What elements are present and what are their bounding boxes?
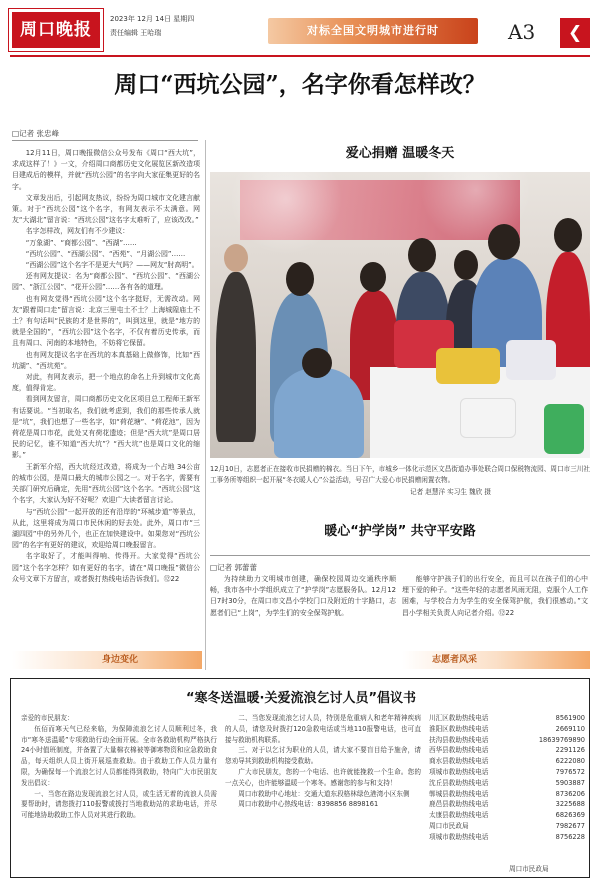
photo-figure-head	[554, 218, 582, 252]
section-tag-local-changes: 身边变化	[12, 651, 202, 669]
issue-date: 2023年 12月 14日 星期四	[110, 15, 195, 23]
proposal-paragraph: 一、当您在路边发现流浪乞讨人员，或生活无着的流浪人员需要帮助时，请您拨打110报警或拨打当地救助站的求助电话，并尽可能地协助救助工作人员对其进行救助。	[21, 789, 217, 820]
article-paragraph: 看到网友留言，周口商都历史文化区项目总工程师王新军有话要说。“当初取名，我们就考虑到，我们的那些传承人就是“坑”，我们也想了一些名字，如“荷花塘”、“荷花池”，因为荷花是周口市花，此处又有荷花遗迹；但是“西大坑”是周口居民的记忆，谁不知道“西大坑”？“西大坑”也是周口文化的缩影。”	[12, 395, 200, 460]
hotline-name: 周口市民政局	[429, 821, 469, 830]
hotline-row	[429, 789, 585, 800]
hotline-list	[429, 713, 585, 873]
hotline-name: 商水县救助热线电话	[429, 757, 489, 766]
hotline-row	[429, 799, 585, 810]
hotline-phone: 8736206	[555, 789, 585, 798]
photo-clothing-bag	[460, 398, 516, 438]
hotline-name: 淮阳区救助热线电话	[429, 724, 489, 733]
article-paragraph: “西坑公园”、“西湖公园”、“西苑”、“月湖公园”……	[25, 249, 186, 258]
article2-byline: □记者 郭蕾蕾	[210, 563, 257, 572]
hotline-phone: 8561900	[555, 714, 585, 722]
column-divider	[205, 140, 206, 670]
hotline-name: 项城市救助热线电话	[429, 832, 489, 841]
hotline-name: 项城市救助热线电话	[429, 767, 489, 776]
proposal-column-a	[21, 713, 217, 873]
hotline-row	[429, 713, 585, 724]
photo-figure-head	[488, 224, 520, 260]
hotline-name: 鹿邑县救助热线电话	[429, 800, 489, 809]
article2-title: 暖心“护学岗” 共守平安路	[324, 524, 476, 539]
photo-caption: 12月10日，志愿者正在接收市民捐赠的棉衣。当日下午，市城乡一体化示范区文昌街道办事处联合周口保税物流园、周口市三川社工事务所等组织一起开展“冬衣暖人心”公益活动，号召广大爱心市民捐赠闲置衣物。	[210, 465, 590, 484]
hotline-phone: 5903887	[555, 778, 585, 787]
article-paragraph: “万象湖”、“商都公园”、“西湖”……	[25, 238, 137, 247]
photo-figure	[274, 368, 364, 458]
hotline-row	[429, 756, 585, 767]
article-paragraph: 王新军介绍，西大坑经过改造，将成为一个占地 34公亩 的城市公园，是周口最大的城市公园之一。对于名字，需要有关部门研究后确定，先用“西坑公园”这个名字。“西坑公园”这个名字，大家认为好不好呢？欢迎广大读者留言讨论。	[12, 462, 200, 505]
header-divider	[10, 55, 590, 57]
newspaper-logo: 周口晚报	[12, 12, 100, 48]
photo-figure-head	[302, 348, 332, 378]
proposal-paragraph: 周口市救助中心地址：交通大道东段格林绿色港湾小区东侧	[238, 789, 410, 798]
proposal-title: “寒冬送温暖·关爱流浪乞讨人员”倡议书	[185, 691, 417, 706]
photo-figure-head	[286, 262, 314, 296]
article-paragraph: 12月11日，周口晚报微信公众号发布《周口“西大坑”，求成这样了！》一文，介绍周口商都历史文化展览区新改造项目建成后的模样，并就“西坑公园”的名字向大家征集更好的名字。	[12, 149, 200, 191]
photo-figure-head	[360, 262, 386, 292]
article-paragraph: 能够守护孩子们的出行安全，而且可以在孩子们的心中埋下爱的种子。“这些年轻的志愿者风雨无阻，克服个人工作困难，与学校合力为学生的安全保驾护航，我们很感动。”文昌小学相关负责人向记者介绍。⑫22	[402, 575, 588, 617]
section-tag-volunteer: 志愿者风采	[402, 651, 590, 669]
photo-figure-head	[224, 244, 248, 272]
slogan-banner	[268, 18, 478, 44]
proposal-box	[10, 678, 590, 878]
article-paragraph: 对此，有网友表示，把一个地点的命名上升到城市文化高度，值得肯定。	[12, 373, 200, 393]
hotline-name: 郸城县救助热线电话	[429, 789, 489, 798]
left-article-body	[12, 148, 200, 638]
hotline-phone: 6222080	[555, 757, 585, 766]
photo-ceiling-lights	[210, 172, 590, 262]
photo-clothing-bag	[506, 340, 556, 380]
photo-clothing-bag	[544, 404, 584, 454]
photo-story-title: 爱心捐赠 温暖冬天	[345, 146, 455, 161]
article-paragraph: 还有网友提议：名为“商都公园”、“西坑公园”、“西湖公园”、“浙江公园”、“花开公园”……各有各的道理。	[12, 272, 200, 292]
article-paragraph: 也有网友提议名字在西坑的本真基础上做修饰，比如“西坑湖”、“西坑苑”。	[12, 350, 200, 370]
hotline-phone: 7982677	[555, 821, 585, 830]
hotline-name: 沈丘县救助热线电话	[429, 778, 489, 787]
hotline-row	[429, 778, 585, 789]
proposal-column-b	[225, 713, 421, 873]
article-paragraph: 名字怎样改，网友们有不少建议：	[25, 227, 130, 236]
hotline-phone: 8756228	[555, 832, 585, 841]
photo-clothing-bag	[436, 348, 500, 384]
left-article-byline: □记者 张忠峰	[12, 129, 59, 138]
page-number: A3	[508, 20, 536, 44]
proposal-paragraph: 广大市民朋友，您的一个电话、也许就能挽救一个生命。您的一点关心，也许能够温暖一个寒冬。感谢您的参与和支持！	[225, 767, 421, 787]
article-paragraph: 与“西坑公园”一起开放的还有沿岸的“环城步道”等景点，从此，这里将成为周口市民休闲的好去处。此外，周口市“三湖四园”中的另外几个，也正在加快建设中。如果您对“西坑公园”的名字有更好的建议，欢迎给周口晚报留言。	[12, 507, 200, 550]
photo-credit: 记者 赵慧洋 实习生 魏欣 摄	[410, 488, 491, 496]
hotline-phone: 18639769890	[538, 735, 585, 744]
photo-figure	[216, 272, 256, 442]
page-tab	[560, 18, 590, 48]
hotline-name: 太康县救助热线电话	[429, 811, 489, 820]
hotline-row	[429, 832, 585, 843]
hotline-phone: 6826369	[555, 811, 585, 820]
hotline-phone: 2291126	[555, 746, 585, 755]
article-paragraph: 也有网友觉得“西坑公园”这个名字挺好，无需改动。网友“跟着周口走”留言说：北京三里屯土不土？上海城隍庙土不土？有句话叫“民族的才是世界的”，叫到这里，就是“地方的就是全国的”，“西坑公园”这个名字，不仅有着历史传承，而且有周口、河南的本地特色，不妨将它保留。	[12, 294, 200, 348]
proposal-signature: 周口市民政局	[509, 865, 549, 873]
hotline-row	[429, 745, 585, 756]
proposal-paragraph: 三、对于以乞讨为职业的人员，请大家不要盲目给予施舍，请您劝导其到救助机构接受救助。	[225, 746, 421, 766]
hotline-name: 川汇区救助热线电话	[429, 714, 489, 722]
hotline-name: 西华县救助热线电话	[429, 746, 489, 755]
chevron-left-icon: ❮	[568, 23, 583, 43]
proposal-paragraph: 亲爱的市民朋友：	[21, 714, 74, 722]
article-paragraph: 名字取好了，才能叫得响、传得开。大家觉得“西坑公园”这个名字怎样？如有更好的名字，请在“周口晚报”微信公众号文章下方留言，或者拨打热线电话告诉我们。⑫22	[12, 552, 200, 583]
hotline-name: 扶沟县救助热线电话	[429, 735, 489, 744]
hotline-phone: 3225688	[555, 800, 585, 809]
proposal-paragraph: 伍佰而寒天气已经来临，为保障流浪乞讨人员顺利过冬，我市“寒冬送温暖”专项救助行动全面开展。全市各救助机构严格执行24小时值班制度，并备置了大量棉衣棉被等御寒物资和应急救助食品，每天组织人员上街开展巡查救助。由于救助工作人员力量有限，为确保每一个流浪乞讨人员都能得到救助，特向广大市民朋友发出倡议：	[21, 724, 217, 787]
donation-photo	[210, 172, 590, 458]
editor-credit: 责任编辑 王哈瑞	[110, 29, 162, 37]
article2-column-a	[210, 574, 396, 652]
byline-divider	[12, 140, 198, 141]
article-paragraph: “西湖公园”这个名字不是更大气吗？——网友“肘高明”。	[25, 261, 199, 270]
photo-figure-head	[408, 238, 436, 272]
hotline-phone: 7976572	[555, 767, 585, 776]
hotline-row	[429, 821, 585, 832]
page-headline: 周口“西坑公园”，名字你看怎样改？	[114, 71, 486, 98]
article-paragraph: 文章发出后，引起网友热议，纷纷为周口城市文化建言献策。对于“西坑公园”这个名字，有网友表示不太满意。网友“大湖北”留言说：“西坑公园”这名字太难听了，应该改改。”	[12, 193, 200, 225]
article2-column-b	[402, 574, 588, 652]
article2-divider	[210, 555, 590, 556]
masthead	[0, 0, 600, 60]
proposal-paragraph: 周口市救助中心热线电话：8398856 8898161	[238, 800, 379, 809]
hotline-phone: 2669110	[555, 724, 585, 733]
proposal-paragraph: 二、当您发现流浪乞讨人员，特别是危重病人和老年精神疾病的人员，请您及时拨打120急救电话或当地110报警电话，也可直接与救助机构联系。	[225, 714, 421, 744]
hotline-row	[429, 767, 585, 778]
article-paragraph: 为持续助力文明城市创建，确保校园周边交通秩序顺畅，我市各中小学组织成立了“护学岗”志愿服务队。12月12日7时30分，在周口市文昌小学校门口及附近的十字路口，志愿者们已“上岗”，为学生们的安全保驾护航。	[210, 575, 396, 617]
slogan-text: 对标全国文明城市进行时	[307, 24, 439, 37]
hotline-row	[429, 724, 585, 735]
hotline-row	[429, 735, 585, 746]
hotline-row	[429, 810, 585, 821]
photo-figure-head	[454, 250, 478, 280]
